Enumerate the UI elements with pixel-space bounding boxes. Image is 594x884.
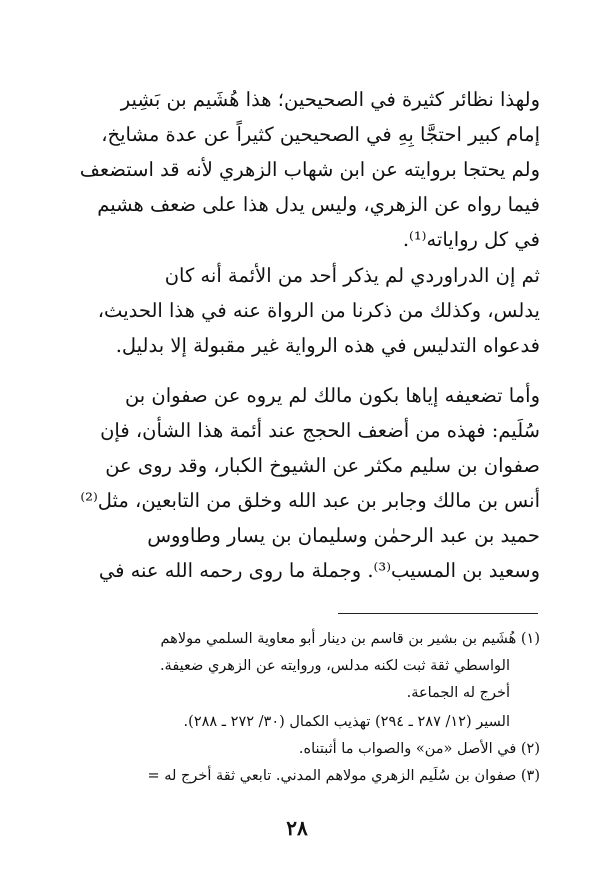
paragraph-3: [52, 378, 540, 588]
text-line: ولهذا نظائر كثيرة في الصحيحين؛ هذا هُشَيم بن بَشِير: [120, 88, 540, 111]
page-number: ٢٨: [286, 816, 308, 840]
footnote-3: (٣) صفوان بن سُلَيم الزهري مولاهم المدني. تابعي ثقة أخرج له =: [147, 768, 540, 784]
text-line: فدعواه التدليس في هذه الرواية غير مقبولة إلا بدليل.: [115, 334, 540, 357]
footnote-1-reference: السير (١٢/ ٢٨٧ ـ ٢٩٤) تهذيب الكمال (٣٠/ ٢٧٢ ـ ٢٨٨).: [183, 714, 510, 730]
footnote-separator: [338, 613, 538, 614]
text-line: صفوان بن سليم مكثر عن الشيوخ الكبار، وقد روى عن: [105, 454, 540, 477]
text-line: فيما رواه عن الزهري، وليس يدل هذا على ضعف هشيم: [97, 193, 540, 216]
footnote-1-continuation: أخرج له الجماعة.: [406, 685, 510, 701]
text-line: يدلس، وكذلك من ذكرنا من الرواة عنه في هذا الحديث،: [97, 299, 540, 322]
text-line: ثم إن الدراوردي لم يذكر أحد من الأئمة أنه كان: [164, 264, 540, 287]
text-line: سُلَيم: فهذه من أضعف الحجج عند أئمة هذا الشأن، فإن: [100, 419, 540, 442]
paragraph-2: [52, 258, 540, 363]
text-line: ولم يحتجا بروايته عن ابن شهاب الزهري لأنه قد استضعف: [79, 158, 540, 181]
text-line: في كل رواياته⁽¹⁾.: [402, 228, 540, 251]
text-line: حميد بن عبد الرحمٰن وسليمان بن يسار وطاووس: [147, 524, 540, 547]
paragraph-1: [52, 82, 540, 257]
text-line: أنس بن مالك وجابر بن عبد الله وخلق من التابعين، مثل⁽²⁾: [80, 489, 540, 512]
text-line: إمام كبير احتجَّا بِهِ في الصحيحين كثيراً عن عدة مشايخ،: [101, 123, 540, 146]
text-line: وسعيد بن المسيب⁽³⁾. وجملة ما روى رحمه الله عنه في: [98, 559, 540, 582]
footnote-1-continuation: الواسطي ثقة ثبت لكنه مدلس، وروايته عن الزهري ضعيفة.: [159, 658, 510, 674]
footnote-1: (١) هُشَيم بن بشير بن قاسم بن دينار أبو معاوية السلمي مولاهم: [160, 631, 540, 647]
text-line: وأما تضعيفه إياها بكون مالك لم يروه عن صفوان بن: [124, 384, 540, 407]
footnote-2: (٢) في الأصل «من» والصواب ما أثبتناه.: [298, 741, 540, 757]
